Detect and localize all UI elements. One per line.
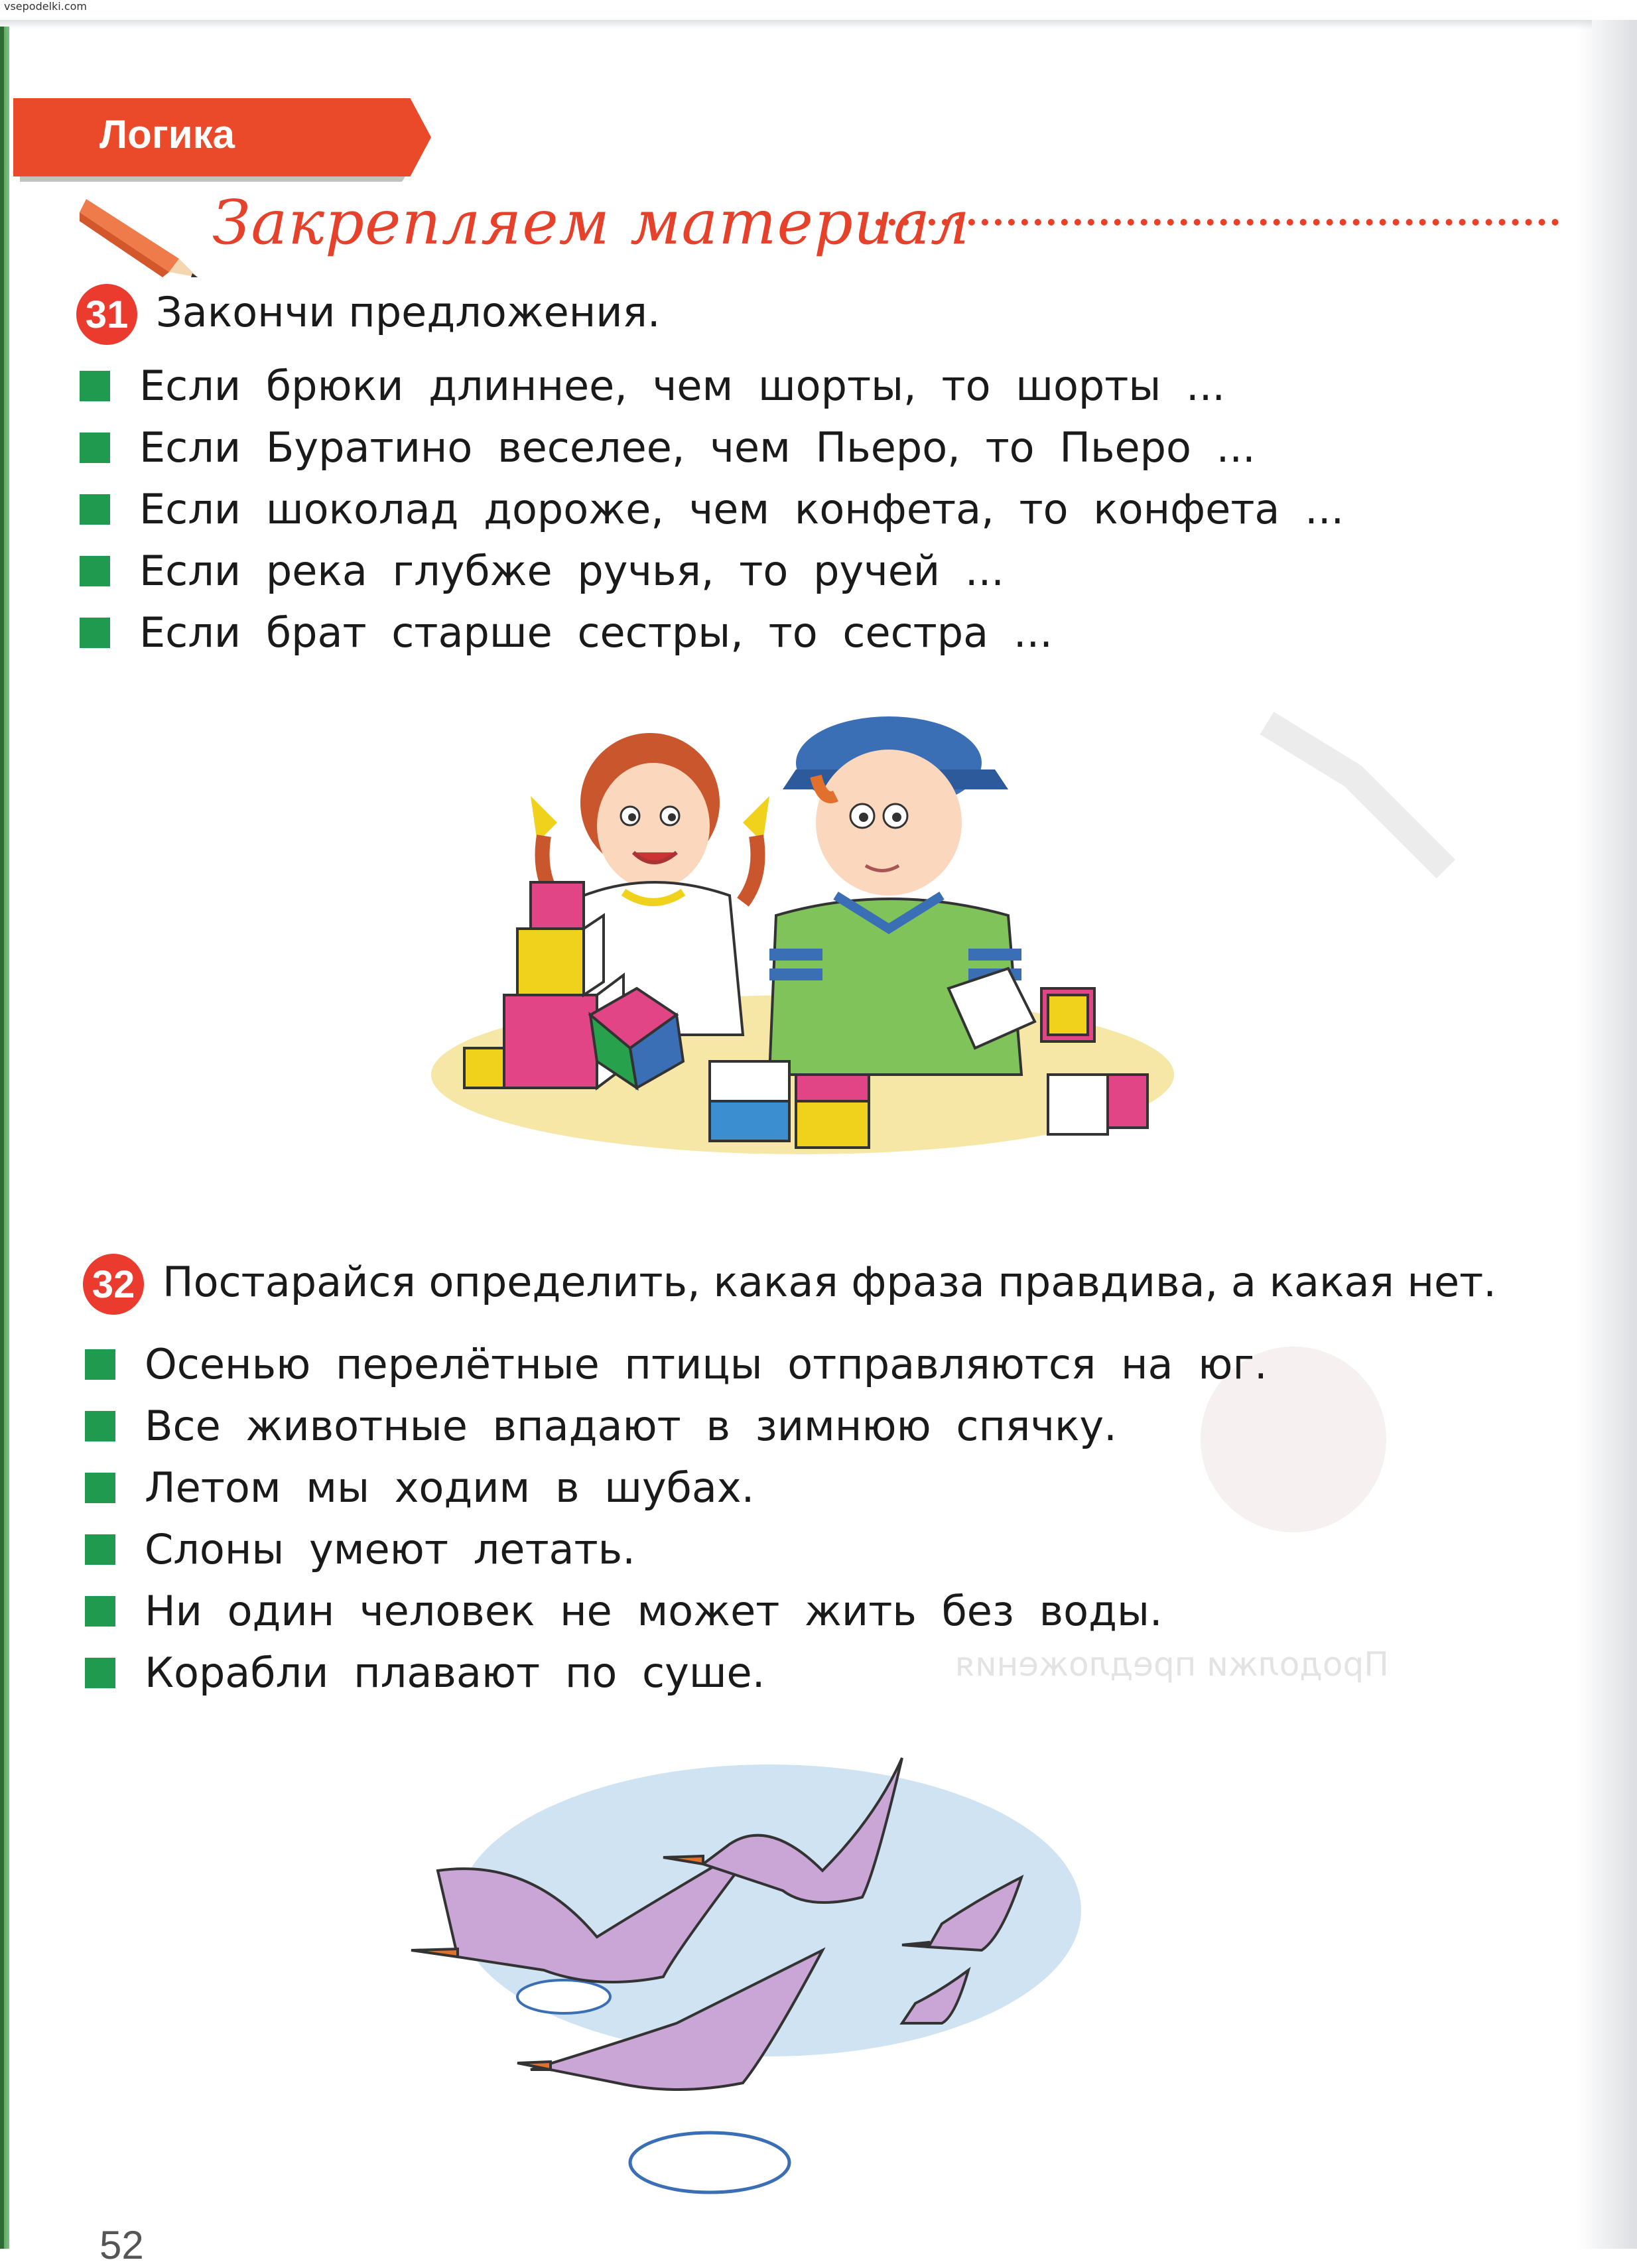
bullet-square — [85, 1658, 115, 1688]
task-31-item: Если шоколад дороже, чем конфета, то конфета ... — [80, 485, 1344, 533]
bullet-square — [85, 1534, 115, 1565]
topic-label: Логика — [99, 112, 235, 157]
bullet-square — [85, 1349, 115, 1380]
bullet-square — [80, 371, 110, 401]
task-31-number: 31 — [76, 284, 137, 345]
task-32-item: Корабли плавают по суше. — [85, 1648, 765, 1697]
bullet-square — [80, 494, 110, 525]
flying-geese-illustration — [398, 1738, 1141, 2202]
pencil-icon — [80, 186, 199, 279]
page-curl-shadow — [1577, 20, 1637, 2249]
task-31-title: Закончи предложения. — [156, 288, 661, 336]
task-32-item: Осенью перелётные птицы отправляются на юг. — [85, 1340, 1268, 1388]
show-through-hammer — [1247, 697, 1473, 896]
page-top-edge — [0, 20, 1592, 29]
task-31-item: Если брат старше сестры, то сестра ... — [80, 608, 1053, 657]
task-32-item: Летом мы ходим в шубах. — [85, 1463, 754, 1512]
task-31-item: Если Буратино веселее, чем Пьеро, то Пьеро ... — [80, 423, 1256, 472]
bullet-square — [85, 1473, 115, 1503]
bullet-square — [80, 556, 110, 586]
dotted-rule — [876, 219, 1559, 226]
book-spine-edge — [0, 27, 4, 2249]
bullet-square — [85, 1596, 115, 1627]
task-31-item: Если брюки длиннее, чем шорты, то шорты ... — [80, 362, 1225, 410]
task-32-item: Слоны умеют летать. — [85, 1525, 635, 1573]
show-through-text: Продолжи предложения — [955, 1645, 1389, 1684]
task-31-item: Если река глубже ручья, то ручей ... — [80, 547, 1004, 595]
bullet-square — [80, 618, 110, 648]
section-title: Закрепляем материал — [212, 187, 970, 258]
task-32-item: Все животные впадают в зимнюю спячку. — [85, 1402, 1117, 1450]
bullet-square — [80, 433, 110, 463]
children-blocks-illustration — [425, 703, 1181, 1167]
task-32-item: Ни один человек не может жить без воды. — [85, 1587, 1163, 1635]
bullet-square — [85, 1411, 115, 1441]
watermark-text: vsepodelki.com — [4, 0, 88, 13]
task-32-number: 32 — [83, 1254, 144, 1315]
task-32-title: Постарайся определить, какая фраза правдива, а какая нет. — [163, 1258, 1497, 1306]
page-number: 52 — [99, 2223, 144, 2267]
